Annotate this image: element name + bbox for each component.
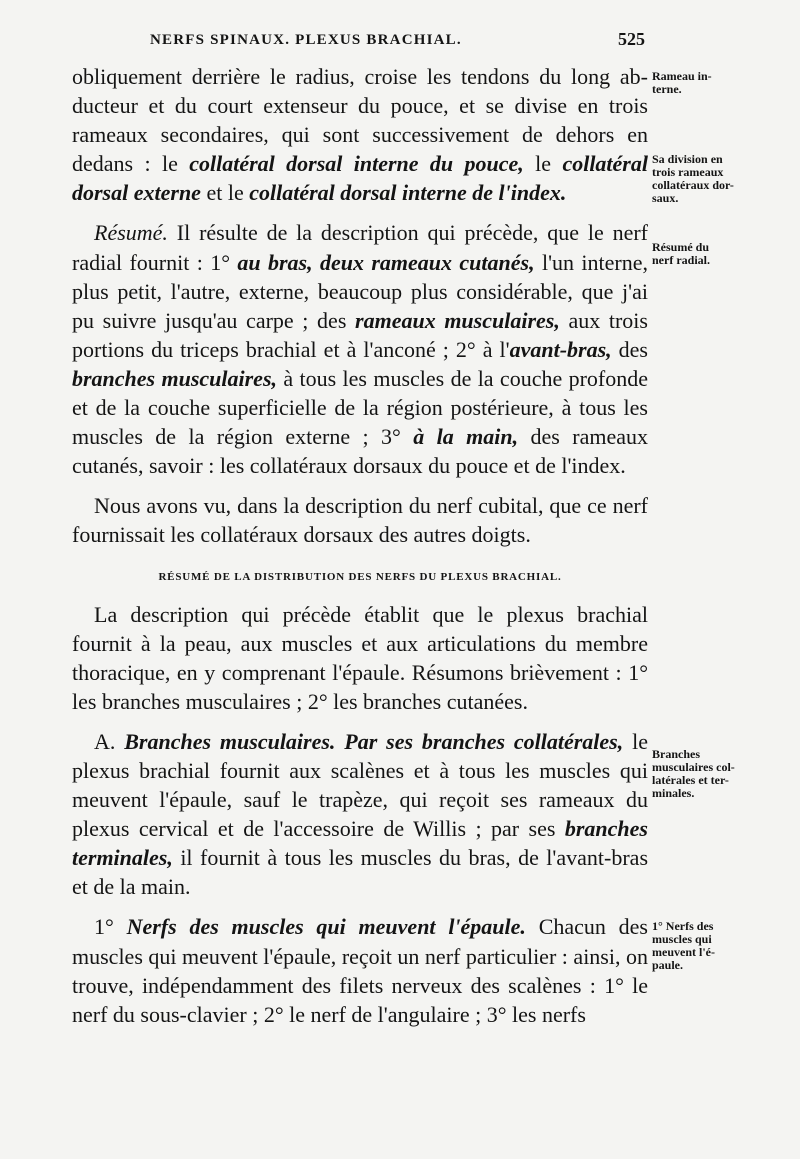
running-header <box>150 29 645 56</box>
paragraph-nerfs-epaule: 1° Nerfs des muscles qui meuvent l'épaule. Chacun des muscles qui meuvent l'épaule, reçoit un nerf particulier : ainsi, on trouve, indépendamment des filets nerveux des scalènes : 1° le nerf du sous-clavier ; 2° le nerf de l'angulaire ; 3° les nerfs <box>72 914 648 1027</box>
section-heading: RÉSUMÉ DE LA DISTRIBUTION DES NERFS DU PLEXUS BRACHIAL. <box>158 570 562 583</box>
paragraph-rameau-interne: obliquement derrière le radius, croise les tendons du long abducteur et du court extenseur du pouce, et se divise en trois rameaux secondaires, qui sont successivement de dehors en dedans : le collatéral dorsal interne du pouce, le collatéral dorsal externe et le collatéral dorsal interne de l'index. <box>72 64 648 206</box>
running-title: NERFS SPINAUX. PLEXUS BRACHIAL. <box>150 32 462 48</box>
paragraph-branches-musculaires: A. Branches musculaires. Par ses branches collatérales, le plexus brachial fournit aux scalènes et à tous les muscles qui meuvent l'épaule, sauf le trapèze, qui reçoit ses rameaux du plexus cervical et de l'accessoire de Willis ; par ses branches terminales, il fournit à tous les muscles du bras, de l'avant-bras et de la main. <box>72 728 648 900</box>
paragraph-nerf-cubital: Nous avons vu, dans la description du nerf cubital, que ce nerf fournissait les collatéraux dorsaux des autres doigts. <box>72 493 648 548</box>
page-number: 525 <box>618 29 645 49</box>
margin-note-division: Sa division en trois rameaux collatéraux dor- saux. <box>652 152 734 205</box>
margin-note-resume-radial: Résumé du nerf radial. <box>652 240 710 267</box>
margin-note-branches: Branches musculaires col- latérales et ter- minales. <box>652 747 735 800</box>
paragraph-plexus-brachial: La description qui précède établit que le plexus brachial fournit à la peau, aux muscles et aux articulations du membre thoracique, en y comprenant l'épaule. Résumons brièvement : 1° les branches musculaires ; 2° les branches cutanées. <box>72 601 648 714</box>
margin-note-rameau-interne: Rameau in- terne. <box>652 69 712 96</box>
margin-note-nerfs-epaule: 1° Nerfs des muscles qui meuvent l'é- paule. <box>652 919 715 972</box>
main-text-column <box>72 62 648 1029</box>
paragraph-resume-radial: Résumé. Il résulte de la description qui précède, que le nerf radial fournit : 1° au bras, deux rameaux cutanés, l'un interne, plus petit, l'autre, externe, beaucoup plus considérable, que j'ai pu suivre jusqu'au carpe ; des rameaux musculaires, aux trois portions du triceps brachial et à l'anconé ; 2° à l'avant-bras, des branches musculaires, à tous les muscles de la couche profonde et de la couche superficielle de la région postérieure, à tous les muscles de la région externe ; 3° à la main, des rameaux cutanés, savoir : les collatéraux dorsaux du pouce et de l'index. <box>72 220 648 479</box>
